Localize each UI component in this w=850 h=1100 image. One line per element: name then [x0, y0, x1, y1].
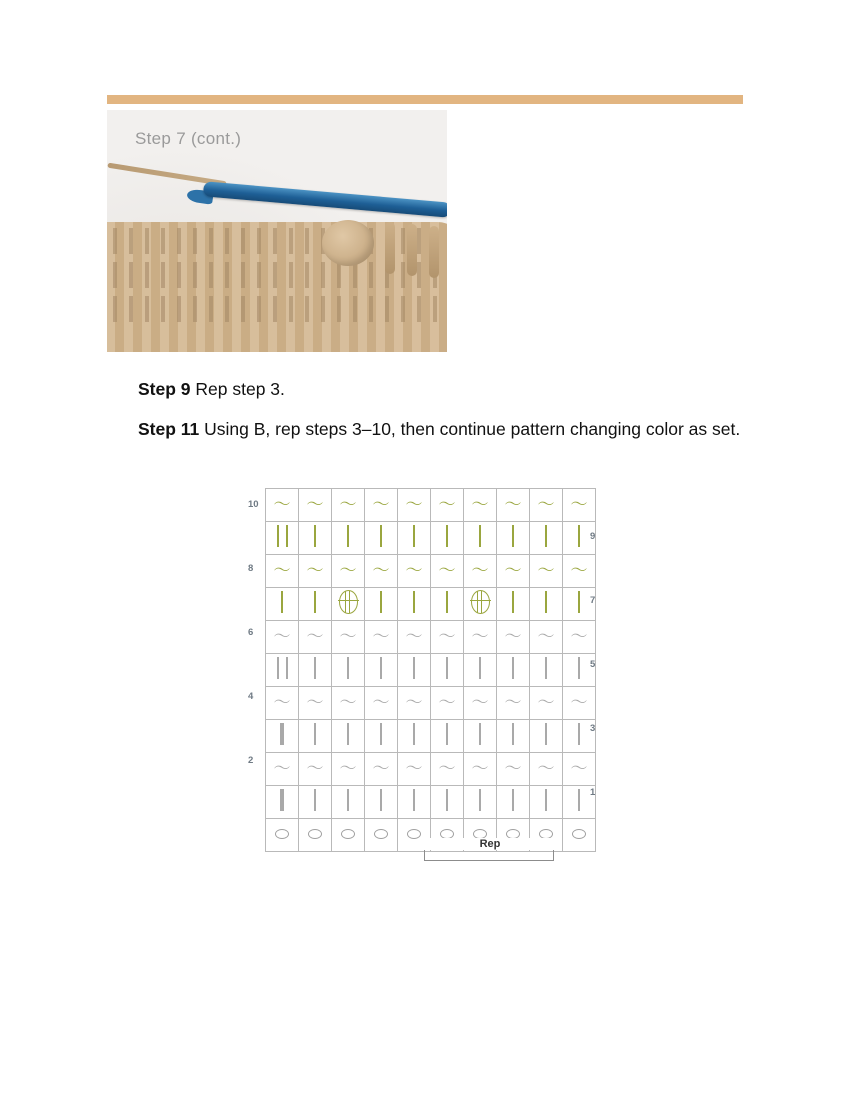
double-crochet-symbol	[380, 657, 382, 679]
chart-cell	[464, 489, 497, 522]
chart-row-number: 6	[248, 627, 254, 638]
double-crochet-symbol	[347, 525, 349, 547]
chart-cell	[365, 786, 398, 819]
chart-cell	[563, 621, 596, 654]
double-crochet-symbol	[314, 723, 316, 745]
single-crochet-symbol: 〜	[504, 626, 522, 646]
chart-row-number: 4	[248, 691, 254, 702]
chart-cell	[332, 489, 365, 522]
chart-cell	[398, 753, 431, 786]
chart-row	[266, 522, 596, 555]
single-crochet-symbol: 〜	[471, 692, 489, 712]
single-crochet-symbol: 〜	[405, 560, 423, 580]
double-crochet-symbol	[479, 789, 481, 811]
step-11-text: Using B, rep steps 3–10, then continue pattern changing color as set.	[199, 419, 741, 439]
double-crochet-symbol	[280, 789, 284, 811]
step-9-text: Rep step 3.	[190, 379, 285, 399]
single-crochet-symbol: 〜	[372, 560, 390, 580]
chart-row-number: 2	[248, 755, 254, 766]
double-crochet-symbol	[347, 789, 349, 811]
step-11-label: Step 11	[138, 419, 200, 439]
chart-cell	[530, 588, 563, 621]
chart-cell	[266, 522, 299, 555]
chart-cell	[299, 654, 332, 687]
chart-cell	[299, 555, 332, 588]
chain-stitch-symbol	[407, 829, 421, 839]
chart-cell	[299, 720, 332, 753]
chart-cell	[497, 522, 530, 555]
double-crochet-symbol	[446, 723, 448, 745]
chart-row-number: 10	[248, 499, 259, 510]
chart-cell	[431, 621, 464, 654]
single-crochet-symbol: 〜	[405, 626, 423, 646]
chart-cell	[497, 588, 530, 621]
single-crochet-symbol: 〜	[438, 758, 456, 778]
chart-cell	[299, 621, 332, 654]
single-crochet-symbol: 〜	[570, 758, 588, 778]
double-crochet-symbol	[545, 591, 547, 613]
single-crochet-symbol: 〜	[570, 494, 588, 514]
chart-cell	[497, 489, 530, 522]
chart-cell	[398, 489, 431, 522]
single-crochet-symbol: 〜	[372, 692, 390, 712]
stitch-chart	[238, 488, 613, 868]
double-crochet-symbol	[545, 723, 547, 745]
chart-cell	[266, 720, 299, 753]
chart-cell	[431, 654, 464, 687]
single-crochet-symbol: 〜	[273, 758, 291, 778]
chart-cell	[530, 621, 563, 654]
double-crochet-symbol	[446, 525, 448, 547]
chart-cell	[299, 819, 332, 852]
double-crochet-symbol	[314, 591, 316, 613]
chain-stitch-symbol	[341, 829, 355, 839]
double-crochet-symbol	[512, 723, 514, 745]
chart-cell	[431, 687, 464, 720]
chart-cell	[332, 588, 365, 621]
single-crochet-symbol: 〜	[306, 758, 324, 778]
treble-stitch	[407, 224, 417, 276]
chart-cell	[563, 489, 596, 522]
chart-cell	[266, 555, 299, 588]
double-crochet-symbol	[479, 657, 481, 679]
chart-cell	[563, 819, 596, 852]
chart-row	[266, 687, 596, 720]
double-crochet-symbol	[413, 723, 415, 745]
chart-row-number: 7	[590, 595, 596, 606]
double-crochet-symbol	[479, 525, 481, 547]
single-crochet-symbol: 〜	[405, 494, 423, 514]
chart-row	[266, 555, 596, 588]
single-crochet-symbol: 〜	[537, 692, 555, 712]
chart-cell	[431, 753, 464, 786]
rep-label: Rep	[424, 838, 556, 850]
chart-cell	[266, 621, 299, 654]
chart-cell	[266, 819, 299, 852]
chart-cell	[530, 489, 563, 522]
chart-cell	[332, 753, 365, 786]
chart-row	[266, 489, 596, 522]
chart-cell	[365, 819, 398, 852]
chart-cell	[365, 687, 398, 720]
single-crochet-symbol: 〜	[471, 758, 489, 778]
single-crochet-symbol: 〜	[438, 494, 456, 514]
chart-row	[266, 588, 596, 621]
double-crochet-symbol	[578, 723, 580, 745]
chart-row	[266, 621, 596, 654]
single-crochet-symbol: 〜	[570, 626, 588, 646]
chart-cell	[431, 786, 464, 819]
chart-cell	[299, 687, 332, 720]
single-crochet-symbol: 〜	[537, 626, 555, 646]
chart-cell	[497, 621, 530, 654]
single-crochet-symbol: 〜	[339, 494, 357, 514]
chart-cell	[464, 786, 497, 819]
puff-stitch-symbol	[339, 590, 358, 614]
single-crochet-symbol: 〜	[306, 626, 324, 646]
chart-cell	[332, 654, 365, 687]
chart-cell	[332, 786, 365, 819]
chart-cell	[464, 621, 497, 654]
chart-cell	[266, 786, 299, 819]
chart-row-number: 1	[590, 787, 596, 798]
chart-cell	[530, 687, 563, 720]
double-crochet-symbol	[512, 657, 514, 679]
chart-cell	[464, 588, 497, 621]
single-crochet-symbol: 〜	[537, 758, 555, 778]
chart-cell	[299, 489, 332, 522]
chart-cell	[398, 786, 431, 819]
chart-cell	[464, 687, 497, 720]
chart-cell	[332, 687, 365, 720]
double-crochet-symbol	[380, 525, 382, 547]
double-crochet-symbol	[446, 789, 448, 811]
single-crochet-symbol: 〜	[273, 692, 291, 712]
chart-cell	[299, 753, 332, 786]
single-crochet-symbol: 〜	[570, 692, 588, 712]
chart-cell	[464, 720, 497, 753]
treble-stitch	[385, 222, 395, 274]
double-crochet-symbol	[578, 591, 580, 613]
chart-cell	[497, 753, 530, 786]
double-crochet-symbol	[413, 657, 415, 679]
chart-cell	[530, 753, 563, 786]
chart-cell	[332, 621, 365, 654]
chart-cell	[266, 654, 299, 687]
chain-stitch-symbol	[374, 829, 388, 839]
chart-cell	[398, 555, 431, 588]
chart-cell	[497, 786, 530, 819]
treble-stitch	[429, 226, 439, 278]
double-crochet-symbol	[545, 525, 547, 547]
chain-stitch-symbol	[275, 829, 289, 839]
chart-cell	[332, 819, 365, 852]
double-crochet-symbol	[545, 789, 547, 811]
chart-cell	[365, 720, 398, 753]
double-crochet-symbol	[413, 525, 415, 547]
chart-cell	[497, 555, 530, 588]
chart-cell	[332, 555, 365, 588]
chart-cell	[497, 654, 530, 687]
single-crochet-symbol: 〜	[339, 692, 357, 712]
single-crochet-symbol: 〜	[471, 626, 489, 646]
single-crochet-symbol: 〜	[306, 692, 324, 712]
chart-cell	[398, 522, 431, 555]
chart-cell	[497, 720, 530, 753]
single-crochet-symbol: 〜	[405, 692, 423, 712]
single-crochet-symbol: 〜	[273, 626, 291, 646]
double-crochet-symbol	[578, 657, 580, 679]
double-crochet-symbol	[280, 723, 284, 745]
single-crochet-symbol: 〜	[273, 560, 291, 580]
single-crochet-symbol: 〜	[339, 758, 357, 778]
chart-cell	[299, 786, 332, 819]
double-crochet-symbol	[314, 525, 316, 547]
double-crochet-symbol	[380, 789, 382, 811]
turning-chain-symbol	[277, 525, 288, 547]
chart-cell	[266, 753, 299, 786]
chart-cell	[398, 720, 431, 753]
single-crochet-symbol: 〜	[372, 494, 390, 514]
single-crochet-symbol: 〜	[339, 560, 357, 580]
chart-cell	[398, 687, 431, 720]
fabric-row	[107, 296, 447, 322]
double-crochet-symbol	[347, 657, 349, 679]
chart-row-number: 9	[590, 531, 596, 542]
double-crochet-symbol	[479, 723, 481, 745]
double-crochet-symbol	[512, 789, 514, 811]
single-crochet-symbol: 〜	[537, 560, 555, 580]
chart-cell	[530, 555, 563, 588]
puff-stitch-symbol	[471, 590, 490, 614]
step-9-label: Step 9	[138, 379, 191, 399]
double-crochet-symbol	[413, 591, 415, 613]
single-crochet-symbol: 〜	[471, 560, 489, 580]
single-crochet-symbol: 〜	[438, 626, 456, 646]
double-crochet-symbol	[446, 591, 448, 613]
chart-row-number: 3	[590, 723, 596, 734]
chart-cell	[398, 621, 431, 654]
double-crochet-symbol	[413, 789, 415, 811]
chart-cell	[365, 555, 398, 588]
chart-cell	[398, 654, 431, 687]
chart-cell	[299, 522, 332, 555]
chart-cell	[464, 654, 497, 687]
double-crochet-symbol	[545, 657, 547, 679]
chain-stitch-symbol	[572, 829, 586, 839]
double-crochet-symbol	[446, 657, 448, 679]
crochet-fabric	[107, 222, 447, 352]
chart-cell	[563, 687, 596, 720]
chart-cell	[431, 522, 464, 555]
single-crochet-symbol: 〜	[405, 758, 423, 778]
chart-row	[266, 753, 596, 786]
chart-cell	[266, 687, 299, 720]
chart-cell	[530, 786, 563, 819]
chart-cell	[464, 753, 497, 786]
chart-row-number: 5	[590, 659, 596, 670]
single-crochet-symbol: 〜	[504, 758, 522, 778]
chart-cell	[431, 489, 464, 522]
single-crochet-symbol: 〜	[438, 692, 456, 712]
puff-stitch	[322, 220, 374, 266]
single-crochet-symbol: 〜	[471, 494, 489, 514]
chart-cell	[464, 522, 497, 555]
chart-cell	[365, 621, 398, 654]
single-crochet-symbol: 〜	[372, 758, 390, 778]
single-crochet-symbol: 〜	[570, 560, 588, 580]
chart-cell	[563, 753, 596, 786]
chart-row	[266, 654, 596, 687]
single-crochet-symbol: 〜	[306, 494, 324, 514]
chart-cell	[365, 654, 398, 687]
chart-cell	[266, 489, 299, 522]
crochet-photo	[107, 110, 447, 352]
double-crochet-symbol	[512, 591, 514, 613]
single-crochet-symbol: 〜	[504, 494, 522, 514]
photo-caption: Step 7 (cont.)	[135, 129, 242, 148]
chart-cell	[266, 588, 299, 621]
double-crochet-symbol	[347, 723, 349, 745]
step-9-paragraph	[138, 377, 748, 402]
chart-cell	[365, 489, 398, 522]
double-crochet-symbol	[281, 591, 283, 613]
chart-cell	[431, 720, 464, 753]
step-11-paragraph	[138, 417, 748, 442]
single-crochet-symbol: 〜	[504, 560, 522, 580]
double-crochet-symbol	[578, 789, 580, 811]
chart-cell	[365, 753, 398, 786]
double-crochet-symbol	[314, 657, 316, 679]
chart-cell	[530, 720, 563, 753]
chain-stitch-symbol	[308, 829, 322, 839]
single-crochet-symbol: 〜	[273, 494, 291, 514]
single-crochet-symbol: 〜	[537, 494, 555, 514]
double-crochet-symbol	[578, 525, 580, 547]
chart-cell	[398, 588, 431, 621]
chart-cell	[431, 588, 464, 621]
single-crochet-symbol: 〜	[504, 692, 522, 712]
chart-row	[266, 720, 596, 753]
fabric-row	[107, 228, 447, 254]
double-crochet-symbol	[380, 591, 382, 613]
double-crochet-symbol	[512, 525, 514, 547]
chart-row-number: 8	[248, 563, 254, 574]
turning-chain-symbol	[277, 657, 288, 679]
single-crochet-symbol: 〜	[306, 560, 324, 580]
double-crochet-symbol	[314, 789, 316, 811]
chart-row	[266, 786, 596, 819]
chart-cell	[365, 588, 398, 621]
single-crochet-symbol: 〜	[339, 626, 357, 646]
chart-cell	[332, 720, 365, 753]
chart-cell	[299, 588, 332, 621]
single-crochet-symbol: 〜	[438, 560, 456, 580]
chart-cell	[530, 654, 563, 687]
stitch-chart-grid	[265, 488, 596, 852]
chart-cell	[497, 687, 530, 720]
chart-cell	[332, 522, 365, 555]
double-crochet-symbol	[380, 723, 382, 745]
fabric-row	[107, 262, 447, 288]
single-crochet-symbol: 〜	[372, 626, 390, 646]
chart-cell	[431, 555, 464, 588]
chart-cell	[530, 522, 563, 555]
chart-cell	[365, 522, 398, 555]
chart-cell	[563, 555, 596, 588]
chart-cell	[464, 555, 497, 588]
header-rule	[107, 95, 743, 104]
